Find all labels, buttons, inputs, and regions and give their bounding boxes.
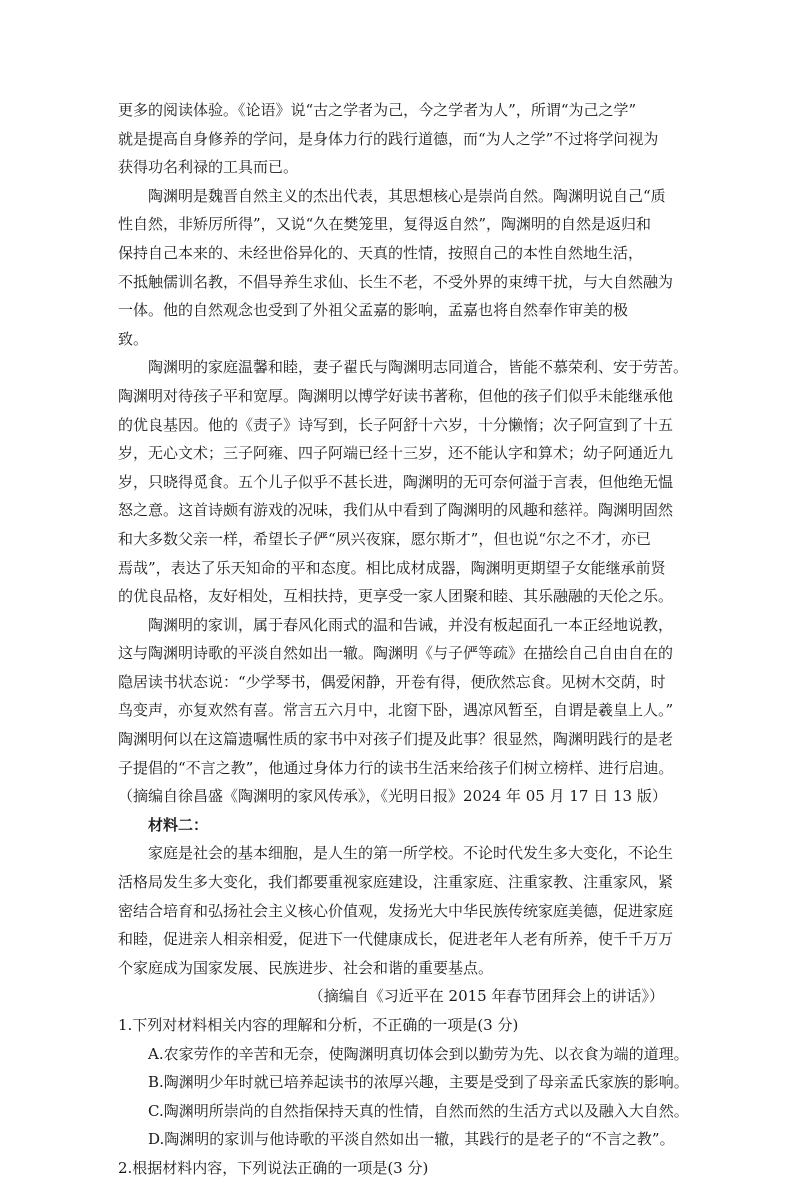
question-stem: 1.下列对材料相关内容的理解和分析，不正确的一项是(3 分) bbox=[118, 1016, 519, 1034]
text-line: 致。 bbox=[118, 329, 149, 348]
text-line: 获得功名利禄的工具而已。 bbox=[118, 158, 299, 177]
text-line: 密结合培育和弘扬社会主义核心价值观，发扬光大中华民族传统家庭美德，促进家庭 bbox=[118, 901, 674, 920]
text-line: 岁，无心文术；三子阿雍、四子阿端已经十三岁，还不能认字和算术；幼子阿通近九 bbox=[118, 444, 674, 463]
text-line: 鸟变声，亦复欢然有喜。常言五六月中，北窗下卧，遇凉风暂至，自谓是羲皇上人。” bbox=[118, 701, 674, 720]
text-line: 焉哉”，表达了乐天知命的平和态度。相比成材成器，陶渊明更期望子女能继承前贤 bbox=[118, 558, 666, 577]
section-heading: 材料二： bbox=[148, 815, 209, 834]
option-b: B.陶渊明少年时就已培养起读书的浓厚兴趣，主要是受到了母亲孟氏家族的影响。 bbox=[148, 1073, 689, 1092]
text-line: 的优良品格，友好相处，互相扶持，更享受一家人团聚和睦、其乐融融的天伦之乐。 bbox=[118, 587, 674, 606]
option-d: D.陶渊明的家训与他诗歌的平淡自然如出一辙，其践行的是老子的“不言之教”。 bbox=[148, 1130, 675, 1149]
text-line: 陶渊明对待孩子平和宽厚。陶渊明以博学好读书著称，但他的孩子们似乎未能继承他 bbox=[118, 386, 674, 405]
option-c: C.陶渊明所崇尚的自然指保持天真的性情，自然而然的生活方式以及融入大自然。 bbox=[148, 1101, 689, 1120]
text-line: 保持自己本来的、未经世俗异化的、天真的性情，按照自己的本性自然地生活， bbox=[118, 243, 644, 262]
source-citation: （摘编自《习近平在 2015 年春节团拜会上的讲话》） bbox=[308, 987, 664, 1006]
question-stem: 2.根据材料内容，下列说法正确的一项是(3 分) bbox=[118, 1158, 429, 1177]
text-line: 这与陶渊明诗歌的平淡自然如出一辙。陶渊明《与子俨等疏》在描绘自己自由自在的 bbox=[118, 644, 674, 663]
text-line: 陶渊明何以在这篇遗嘱性质的家书中对孩子们提及此事？很显然，陶渊明践行的是老 bbox=[118, 730, 674, 749]
text-line: 隐居读书状态说：“少学琴书，偶爱闲静，开卷有得，便欣然忘食。见树木交荫，时 bbox=[118, 672, 666, 691]
source-citation: （摘编自徐昌盛《陶渊明的家风传承》，《光明日报》2024 年 05 月 17 日 13 版） bbox=[118, 787, 667, 806]
text-line: 岁，只晓得觅食。五个儿子似乎不甚长进，陶渊明的无可奈何溢于言表，但他绝无愠 bbox=[118, 472, 674, 491]
document-page bbox=[118, 96, 692, 1183]
text-line: 和大多数父亲一样，希望长子俨“夙兴夜寐，愿尔斯才”，但也说“尔之不才，亦已 bbox=[118, 529, 652, 548]
text-line: 就是提高自身修养的学问，是身体力行的践行道德，而“为人之学”不过将学问视为 bbox=[118, 129, 659, 148]
text-line: 个家庭成为国家发展、民族进步、社会和谐的重要基点。 bbox=[118, 958, 494, 977]
text-line: 的优良基因。他的《责子》诗写到，长子阿舒十六岁，十分懒惰；次子阿宣到了十五 bbox=[118, 415, 674, 434]
paragraph-start: 陶渊明是魏晋自然主义的杰出代表，其思想核心是崇尚自然。陶渊明说自己“质 bbox=[148, 186, 666, 205]
paragraph-start: 陶渊明的家训，属于春风化雨式的温和告诫，并没有板起面孔一本正经地说教， bbox=[148, 615, 674, 634]
paragraph-start: 家庭是社会的基本细胞，是人生的第一所学校。不论时代发生多大变化，不论生 bbox=[148, 844, 674, 863]
text-line: 怒之意。这首诗颇有游戏的况味，我们从中看到了陶渊明的风趣和慈祥。陶渊明固然 bbox=[118, 501, 674, 520]
text-line: 不抵触儒训名教，不倡导养生求仙、长生不老，不受外界的束缚干扰，与大自然融为 bbox=[118, 272, 674, 291]
text-line: 一体。他的自然观念也受到了外祖父孟嘉的影响，孟嘉也将自然奉作审美的极 bbox=[118, 301, 629, 320]
text-line: 和睦，促进亲人相亲相爱，促进下一代健康成长，促进老年人老有所养，使千千万万 bbox=[118, 930, 674, 949]
option-a: A.农家劳作的辛苦和无奈，使陶渊明真切体会到以勤劳为先、以衣食为端的道理。 bbox=[148, 1044, 689, 1063]
text-line: 更多的阅读体验。《论语》说“古之学者为己，今之学者为人”，所谓“为己之学” bbox=[118, 101, 637, 119]
text-line: 性自然，非矫厉所得”，又说“久在樊笼里，复得返自然”，陶渊明的自然是返归和 bbox=[118, 215, 652, 234]
text-line: 子提倡的“不言之教”，他通过身体力行的读书生活来给孩子们树立榜样、进行启迪。 bbox=[118, 758, 674, 777]
paragraph-start: 陶渊明的家庭温馨和睦，妻子翟氏与陶渊明志同道合，皆能不慕荣利、安于劳苦。 bbox=[148, 358, 689, 377]
text-line: 活格局发生多大变化，我们都要重视家庭建设，注重家庭、注重家教、注重家风，紧 bbox=[118, 873, 674, 892]
